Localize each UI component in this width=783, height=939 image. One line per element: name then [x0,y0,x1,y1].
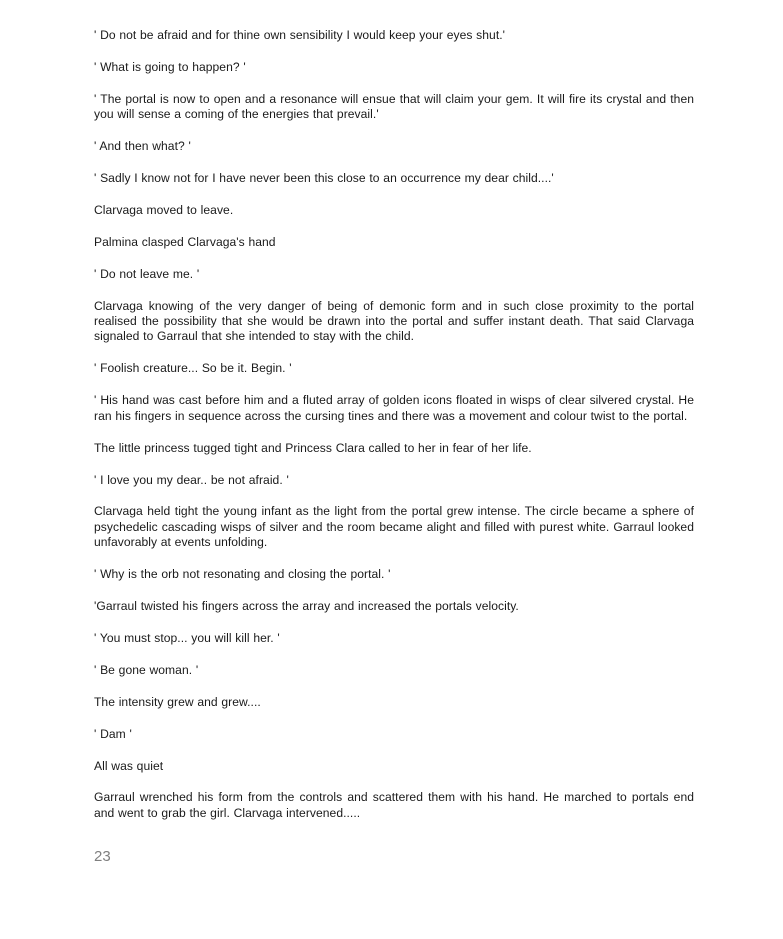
paragraph: All was quiet [94,758,164,773]
paragraph: ' And then what? ' [94,139,191,154]
paragraph: The intensity grew and grew.... [94,694,261,709]
paragraph: ' What is going to happen? ' [94,59,246,74]
paragraph: 'Garraul twisted his fingers across the array and increased the portals velocity. [94,599,519,614]
paragraph: Palmina clasped Clarvaga's hand [94,234,276,249]
paragraph: Clarvaga held tight the young infant as the light from the portal grew intense. The circle became a sphere of psychedelic cascading wisps of silver and the room became alight and filled with purest white. Garraul looked unfavorably at events unfolding. [94,504,694,550]
paragraph: ' You must stop... you will kill her. ' [94,630,280,645]
paragraph: ' Foolish creature... So be it. Begin. ' [94,361,292,376]
paragraph: ' Do not leave me. ' [94,266,200,281]
paragraph: ' The portal is now to open and a resonance will ensue that will claim your gem. It will fire its crystal and then you will sense a coming of the energies that prevail.' [94,91,694,122]
paragraph: Clarvaga knowing of the very danger of being of demonic form and in such close proximity to the portal realised the possibility that she would be drawn into the portal and suffer instant death. That said Clarvaga signaled to Garraul that she intended to stay with the child. [94,298,694,344]
paragraph: ' Do not be afraid and for thine own sensibility I would keep your eyes shut.' [94,28,505,42]
paragraph: Clarvaga moved to leave. [94,202,234,217]
paragraph: ' Be gone woman. ' [94,662,199,677]
paragraph: The little princess tugged tight and Princess Clara called to her in fear of her life. [94,440,532,455]
paragraph: ' Why is the orb not resonating and closing the portal. ' [94,567,391,582]
paragraph: ' Dam ' [94,726,132,741]
body-text [94,28,694,821]
paragraph: ' His hand was cast before him and a fluted array of golden icons floated in wisps of clear silvered crystal. He ran his fingers in sequence across the cursing tines and there was a movement and colour twist to the portal. [94,393,694,423]
paragraph: Garraul wrenched his form from the controls and scattered them with his hand. He marched to portals end and went to grab the girl. Clarvaga intervened..... [94,790,694,820]
page-number: 23 [94,848,111,865]
paragraph: ' I love you my dear.. be not afraid. ' [94,472,289,487]
paragraph: ' Sadly I know not for I have never been this close to an occurrence my dear child....' [94,171,554,186]
